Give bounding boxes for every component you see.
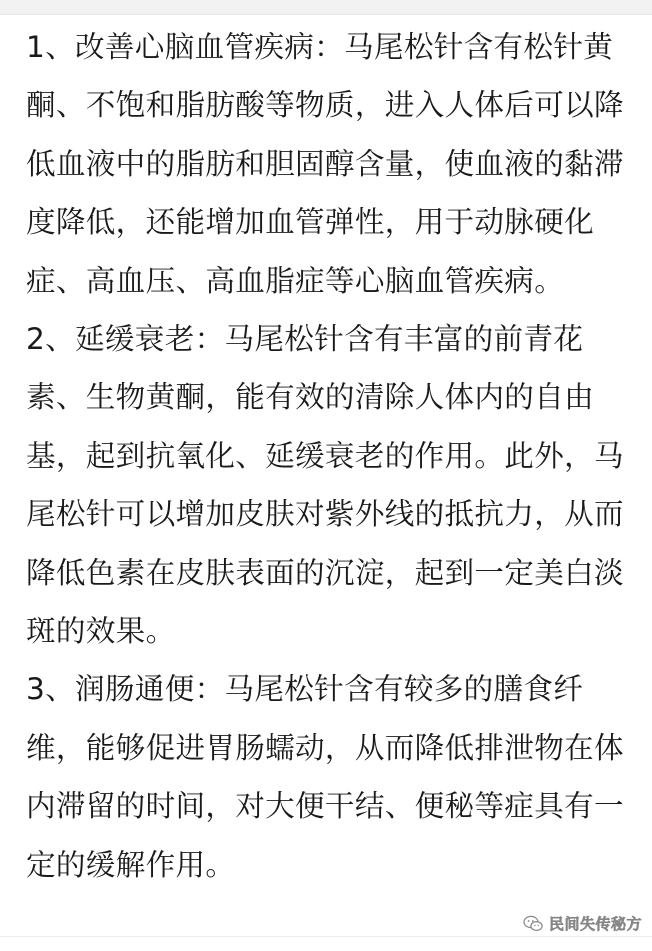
article-body <box>26 18 626 894</box>
watermark <box>523 913 642 934</box>
bottom-divider <box>0 936 652 937</box>
paragraph-cardiovascular: 1、改善心脑血管疾病：马尾松针含有松针黄酮、不饱和脂肪酸等物质，进入人体后可以降低血液中的脂肪和胆固醇含量，使血液的黏滞度降低，还能增加血管弹性，用于动脉硬化症、高血压、高血脂症等心脑血管疾病。 <box>26 30 624 298</box>
paragraph-laxative: 3、润肠通便：马尾松针含有较多的膳食纤维，能够促进胃肠蠕动，从而降低排泄物在体内滞留的时间，对大便干结、便秘等症具有一定的缓解作用。 <box>26 672 624 882</box>
top-bar <box>0 0 652 15</box>
wechat-icon <box>523 915 543 933</box>
watermark-text: 民间失传秘方 <box>548 915 642 933</box>
paragraph-anti-aging: 2、延缓衰老：马尾松针含有丰富的前青花素、生物黄酮，能有效的清除人体内的自由基，起到抗氧化、延缓衰老的作用。此外，马尾松针可以增加皮肤对紫外线的抵抗力，从而降低色素在皮肤表面的沉淀，起到一定美白淡斑的效果。 <box>26 322 624 649</box>
